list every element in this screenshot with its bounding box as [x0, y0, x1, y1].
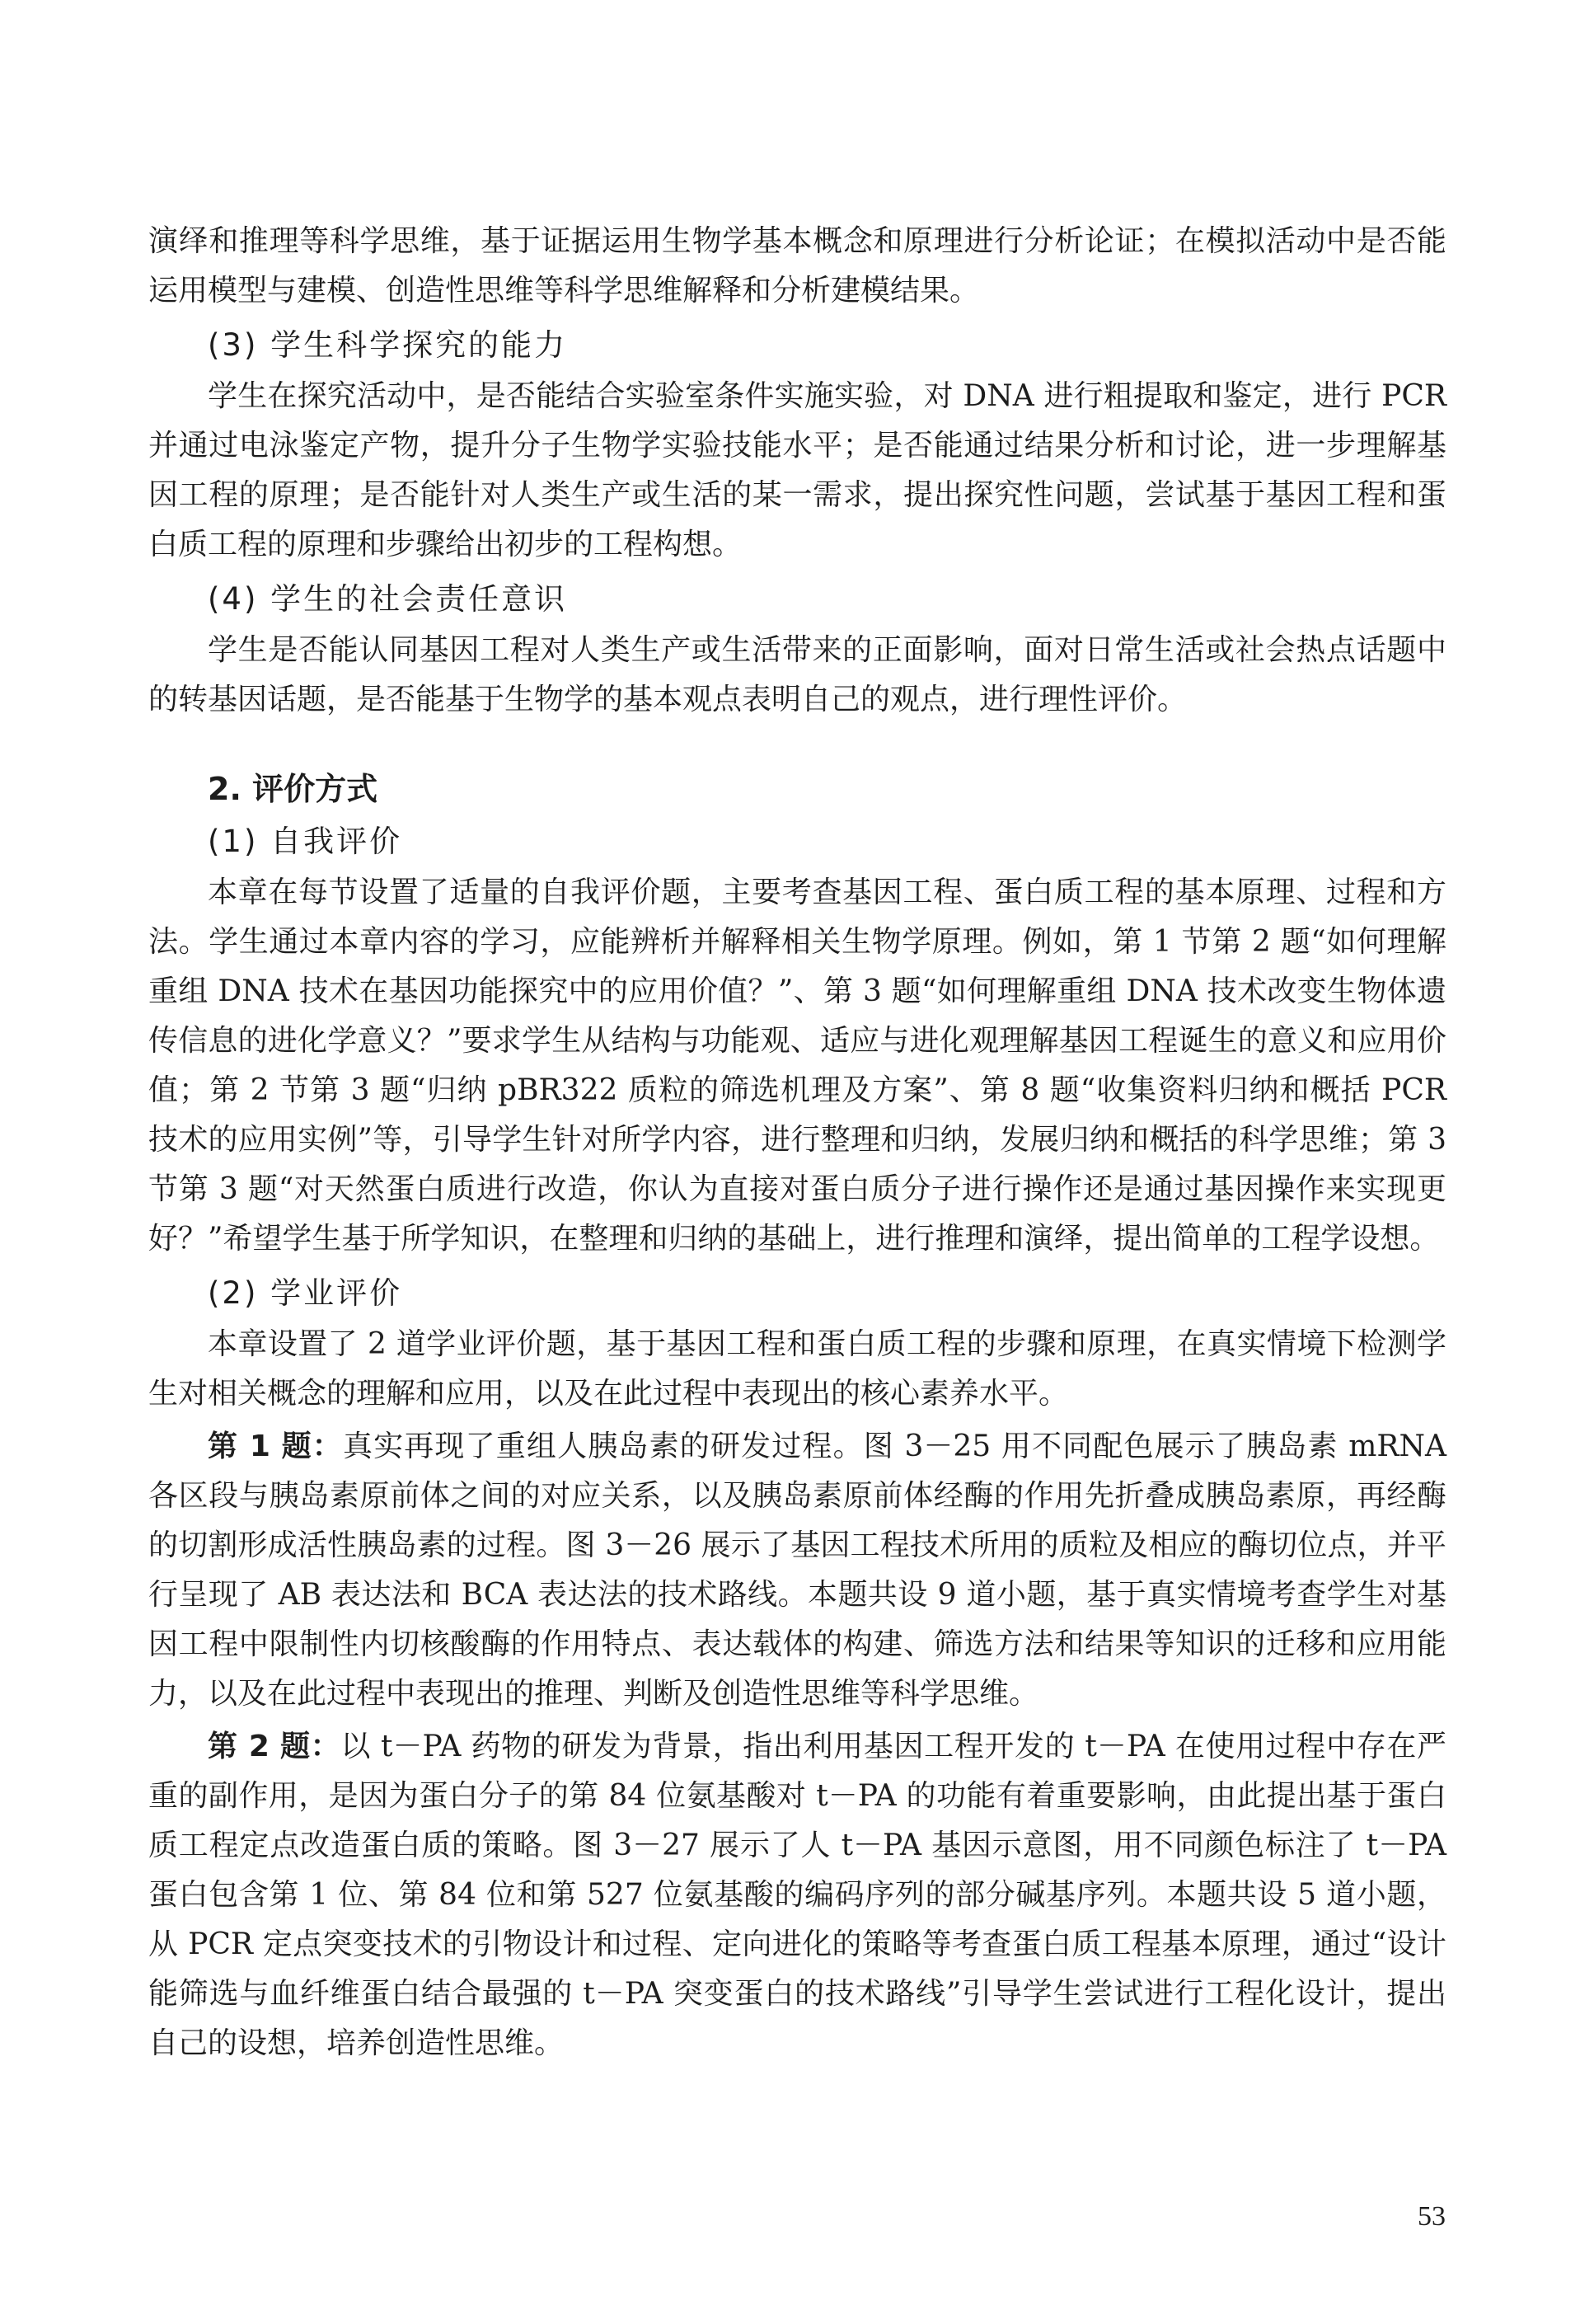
heading-academic-evaluation: (2) 学业评价	[208, 1275, 403, 1311]
question-2-label: 第 2 题：	[208, 1730, 341, 1763]
heading-social-responsibility: (4) 学生的社会责任意识	[208, 581, 568, 617]
question-1-text: 真实再现了重组人胰岛素的研发过程。图 3－25 用不同配色展示了胰岛素 mRNA 各区段与胰岛素原前体之间的对应关系，以及胰岛素原前体经酶的作用先折叠成胰岛素原，再经酶的切割形成活性胰岛素的过程。图 3－26 展示了基因工程技术所用的质粒及相应的酶切位点，并平行呈现了 AB 表达法和 BCA 表达法的技术路线。本题共设 9 道小题，基于真实情境考查学生对基因工程中限制性内切核酸酶的作用特点、表达载体的构建、筛选方法和结果等知识的迁移和应用能力，以及在此过程中表现出的推理、判断及创造性思维等科学思维。	[148, 1430, 1446, 1711]
section-heading-evaluation-methods: 2. 评价方式	[208, 771, 378, 807]
paragraph-self-evaluation: 本章在每节设置了适量的自我评价题，主要考查基因工程、蛋白质工程的基本原理、过程和方法。学生通过本章内容的学习，应能辨析并解释相关生物学原理。例如，第 1 节第 2 题“如何理解重组 DNA 技术在基因功能探究中的应用价值？”、第 3 题“如何理解重组 DNA 技术改变生物体遗传信息的进化学意义？”要求学生从结构与功能观、适应与进化观理解基因工程诞生的意义和应用价值；第 2 节第 3 题“归纳 pBR322 质粒的筛选机理及方案”、第 8 题“收集资料归纳和概括 PCR 技术的应用实例”等，引导学生针对所学内容，进行整理和归纳，发展归纳和概括的科学思维；第 3 节第 3 题“对天然蛋白质进行改造，你认为直接对蛋白质分子进行操作还是通过基因操作来实现更好？”希望学生基于所学知识，在整理和归纳的基础上，进行推理和演绎，提出简单的工程学设想。	[148, 876, 1446, 1256]
heading-scientific-inquiry: (3) 学生科学探究的能力	[208, 327, 568, 363]
paragraph-social-responsibility: 学生是否能认同基因工程对人类生产或生活带来的正面影响，面对日常生活或社会热点话题中的转基因话题，是否能基于生物学的基本观点表明自己的观点，进行理性评价。	[148, 633, 1446, 716]
question-1-label: 第 1 题：	[208, 1430, 343, 1463]
question-2-text: 以 t－PA 药物的研发为背景，指出利用基因工程开发的 t－PA 在使用过程中存在严重的副作用，是因为蛋白分子的第 84 位氨基酸对 t－PA 的功能有着重要影响，由此提出基于蛋白质工程定点改造蛋白质的策略。图 3－27 展示了人 t－PA 基因示意图，用不同颜色标注了 t－PA 蛋白包含第 1 位、第 84 位和第 527 位氨基酸的编码序列的部分碱基序列。本题共设 5 道小题，从 PCR 定点突变技术的引物设计和过程、定向进化的策略等考查蛋白质工程基本原理，通过“设计能筛选与血纤维蛋白结合最强的 t－PA 突变蛋白的技术路线”引导学生尝试进行工程化设计，提出自己的设想，培养创造性思维。	[148, 1730, 1446, 2060]
page-number: 53	[1418, 2201, 1446, 2232]
paragraph-academic-evaluation: 本章设置了 2 道学业评价题，基于基因工程和蛋白质工程的步骤和原理，在真实情境下检测学生对相关概念的理解和应用，以及在此过程中表现出的核心素养水平。	[148, 1327, 1446, 1411]
paragraph-scientific-inquiry: 学生在探究活动中，是否能结合实验室条件实施实验，对 DNA 进行粗提取和鉴定，进行 PCR 并通过电泳鉴定产物，提升分子生物学实验技能水平；是否能通过结果分析和讨论，进一步理解基因工程的原理；是否能针对人类生产或生活的某一需求，提出探究性问题，尝试基于基因工程和蛋白质工程的原理和步骤给出初步的工程构想。	[148, 379, 1446, 561]
paragraph-question-2	[148, 1722, 1446, 2068]
paragraph-question-1	[148, 1422, 1446, 1719]
page-content	[148, 217, 1446, 2068]
paragraph-intro: 演绎和推理等科学思维，基于证据运用生物学基本概念和原理进行分析论证；在模拟活动中是否能运用模型与建模、创造性思维等科学思维解释和分析建模结果。	[148, 224, 1446, 308]
heading-self-evaluation: (1) 自我评价	[208, 824, 403, 859]
